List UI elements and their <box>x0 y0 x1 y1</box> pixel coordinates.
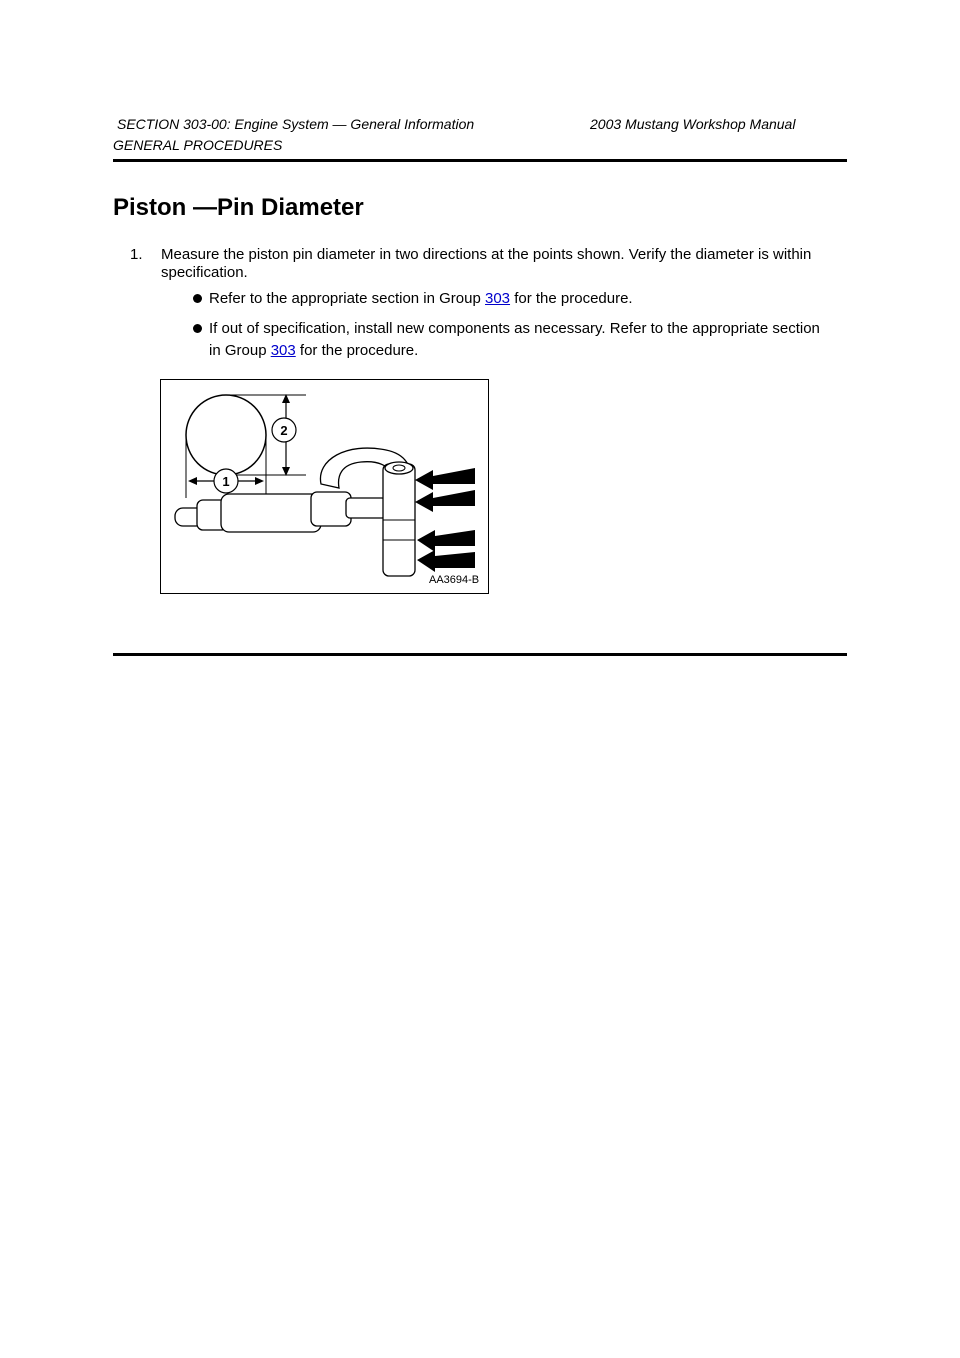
header-subsection: GENERAL PROCEDURES <box>113 137 283 153</box>
figure-caption: AA3694-B <box>429 574 480 586</box>
header-manual-title: 2003 Mustang Workshop Manual <box>590 116 796 132</box>
callout-2-label: 2 <box>280 423 288 438</box>
bullet-text <box>209 318 829 362</box>
measurement-arrow-icon <box>417 550 475 572</box>
bullet-text-after: for the procedure. <box>295 342 419 359</box>
page-title: Piston —Pin Diameter <box>113 194 364 221</box>
step-text: Measure the piston pin diameter in two directions at the points shown. Verify the diameter is within specification. <box>161 246 812 281</box>
step-number: 1. <box>130 246 143 263</box>
piston-pin-drawing <box>161 380 488 593</box>
bullet-text-after: for the procedure. <box>510 290 633 307</box>
bullet-dot-icon <box>193 294 202 303</box>
bullet-text-before: If out of specification, install new components as necessary. Refer to the appropriate section in Group <box>209 320 820 359</box>
header-divider <box>113 159 847 162</box>
callout-1-label: 1 <box>222 474 230 489</box>
bullet-text <box>209 288 829 310</box>
measurement-arrow-icon <box>415 468 475 490</box>
footer-divider <box>113 653 847 656</box>
group-303-link[interactable]: 303 <box>485 290 511 307</box>
header-section-title: SECTION 303-00: Engine System — General Information <box>117 116 475 132</box>
piston-pin-illustration <box>160 379 489 594</box>
pin-cross-section <box>186 395 266 475</box>
measurement-arrow-icon <box>417 530 475 552</box>
measurement-arrow-icon <box>415 490 475 512</box>
bullet-text-before: Refer to the appropriate section in Group <box>209 290 485 307</box>
bullet-dot-icon <box>193 324 202 333</box>
pin-body <box>221 494 321 532</box>
group-303-link[interactable]: 303 <box>270 342 296 359</box>
